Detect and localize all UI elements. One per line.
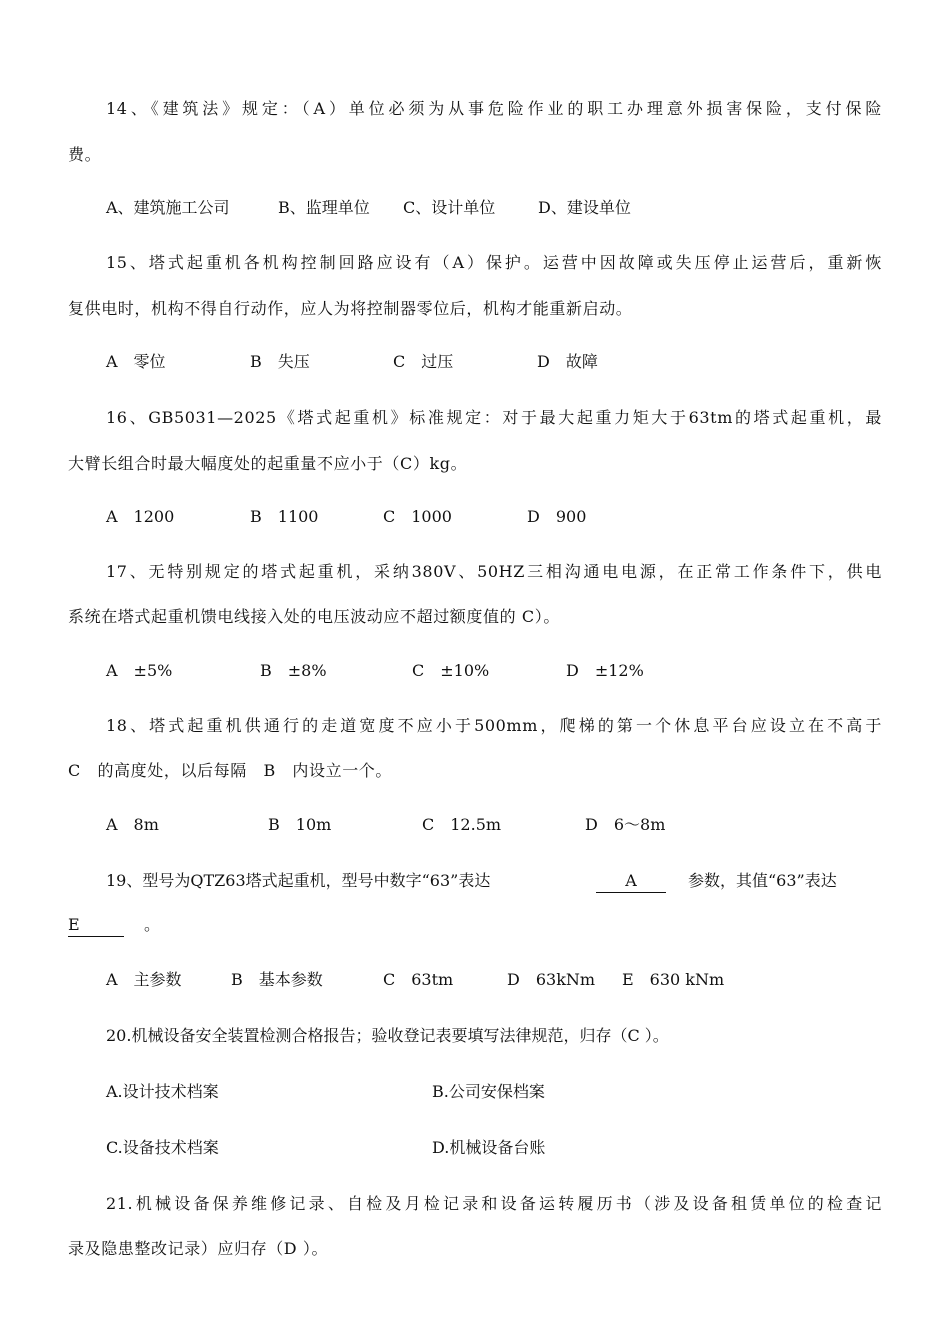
q19-option-b: B 基本参数 bbox=[231, 970, 323, 989]
q18-option-d: D 6～8m bbox=[585, 815, 666, 834]
q20-option-b: B.公司安保档案 bbox=[432, 1082, 545, 1101]
q19-text-line1-end: 参数，其值“63”表达 bbox=[688, 871, 837, 890]
q19-option-c: C 63tm bbox=[383, 970, 454, 989]
q20-option-a: A.设计技术档案 bbox=[106, 1082, 219, 1101]
q17-text-line2: 系统在塔式起重机馈电线接入处的电压波动应不超过额度值的 C）。 bbox=[68, 607, 560, 626]
q15-option-a: A 零位 bbox=[106, 352, 166, 371]
q18-text-line1: 18、塔式起重机供通行的走道宽度不应小于500mm，爬梯的第一个休息平台应设立在不高于 bbox=[106, 716, 882, 735]
q17-option-a: A ±5% bbox=[106, 661, 173, 680]
q15-option-d: D 故障 bbox=[537, 352, 598, 371]
q19-option-a: A 主参数 bbox=[106, 970, 182, 989]
q19-blank-2 bbox=[68, 914, 124, 937]
q14-option-d: D、建设单位 bbox=[538, 198, 631, 217]
q18-option-a: A 8m bbox=[106, 815, 159, 834]
q16-option-c: C 1000 bbox=[383, 507, 452, 526]
q17-option-c: C ±10% bbox=[412, 661, 490, 680]
q18-option-b: B 10m bbox=[268, 815, 332, 834]
q16-text-line1: 16、GB5031—2025《塔式起重机》标准规定：对于最大起重力矩大于63tm的塔式起重机，最 bbox=[106, 408, 882, 427]
q19-option-d: D 63kNm bbox=[507, 970, 596, 989]
q14-option-a: A、建筑施工公司 bbox=[106, 198, 230, 217]
q18-text-line2: C 的高度处，以后每隔 B 内设立一个。 bbox=[68, 761, 393, 780]
q21-text-line1: 21.机械设备保养维修记录、自检及月检记录和设备运转履历书（涉及设备租赁单位的检查记 bbox=[106, 1194, 882, 1213]
q19-text-line1-start: 19、型号为QTZ63塔式起重机，型号中数字“63”表达 bbox=[106, 871, 491, 890]
q20-text-line1: 20.机械设备安全装置检测合格报告；验收登记表要填写法律规范，归存（C ）。 bbox=[106, 1026, 669, 1045]
q20-option-c: C.设备技术档案 bbox=[106, 1138, 219, 1157]
q16-option-a: A 1200 bbox=[106, 507, 175, 526]
q20-option-d: D.机械设备台账 bbox=[432, 1138, 546, 1157]
q15-text-line2: 复供电时，机构不得自行动作，应人为将控制器零位后，机构才能重新启动。 bbox=[68, 299, 633, 318]
q19-text-line2-end: 。 bbox=[144, 915, 161, 934]
q19-option-e: E 630 kNm bbox=[622, 970, 725, 989]
q16-option-d: D 900 bbox=[527, 507, 587, 526]
q15-text-line1: 15、塔式起重机各机构控制回路应设有（A）保护。运营中因故障或失压停止运营后，重新恢 bbox=[106, 253, 882, 272]
q18-option-c: C 12.5m bbox=[422, 815, 502, 834]
q17-option-d: D ±12% bbox=[566, 661, 644, 680]
q21-text-line2: 录及隐患整改记录）应归存（D ）。 bbox=[68, 1239, 329, 1258]
q15-option-c: C 过压 bbox=[393, 352, 454, 371]
q14-option-c: C、设计单位 bbox=[403, 198, 496, 217]
q14-text-line2: 费。 bbox=[68, 145, 102, 164]
q15-option-b: B 失压 bbox=[250, 352, 310, 371]
q16-option-b: B 1100 bbox=[250, 507, 319, 526]
q14-text-line1: 14、《建筑法》规定：（A）单位必须为从事危险作业的职工办理意外损害保险，支付保险 bbox=[106, 99, 882, 118]
q14-option-b: B、监理单位 bbox=[278, 198, 370, 217]
q19-blank-2-answer: E bbox=[68, 914, 124, 937]
q19-blank-1-answer: A bbox=[596, 870, 666, 893]
q19-blank-1 bbox=[596, 870, 666, 893]
q17-text-line1: 17、无特别规定的塔式起重机，采纳380V、50HZ三相沟通电电源，在正常工作条件下，供电 bbox=[106, 562, 882, 581]
q17-option-b: B ±8% bbox=[260, 661, 327, 680]
q16-text-line2: 大臂长组合时最大幅度处的起重量不应小于（C）kg。 bbox=[68, 454, 468, 473]
